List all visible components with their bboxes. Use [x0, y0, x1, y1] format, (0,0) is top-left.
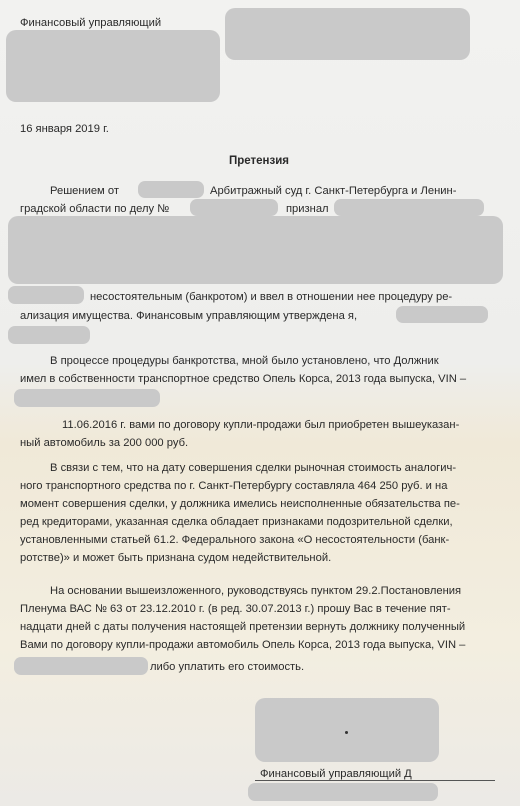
- redacted-decision-date: [138, 181, 204, 198]
- redacted-manager-name: [396, 306, 488, 323]
- p4-line3: момент совершения сделки, у должника имелись неисполненные обязательства пе-: [20, 498, 460, 510]
- redacted-manager-fragment: [8, 326, 90, 344]
- p1-line2a: градской области по делу №: [20, 203, 170, 215]
- header-role: Финансовый управляющий: [20, 17, 162, 29]
- redacted-vin-2: [14, 657, 148, 675]
- p5-line3: надцати дней с даты получения настоящей претензии вернуть должнику полученный: [20, 621, 466, 633]
- redacted-signatory-name: [248, 783, 438, 801]
- p1-line1b: Арбитражный суд г. Санкт-Петербурга и Ленин-: [210, 185, 457, 197]
- p5-line1: На основании вышеизложенного, руководствуясь пунктом 29.2.Постановления: [50, 585, 462, 597]
- p4-line2: ного транспортного средства по г. Санкт-Петербургу составляла 464 250 руб. и на: [20, 480, 448, 492]
- p4-line1: В связи с тем, что на дату совершения сделки рыночная стоимость аналогич-: [50, 462, 457, 474]
- redacted-debtor-name: [334, 199, 484, 216]
- p4-line4: ред кредиторами, указанная сделка обладает признаками подозрительной сделки,: [20, 516, 453, 528]
- p5-line4: Вами по договору купли-продажи автомобиль Опель Корса, 2013 года выпуска, VIN –: [20, 639, 466, 651]
- p4-line5: установленными статьей 61.2. Федерального закона «О несостоятельности (банк-: [20, 534, 450, 546]
- p5-line2: Пленума ВАС № 63 от 23.12.2010 г. (в ред. 30.07.2013 г.) прошу Вас в течение пят-: [20, 603, 451, 615]
- redacted-signature: [255, 698, 439, 762]
- p1-line5: несостоятельным (банкротом) и ввел в отношении нее процедуру ре-: [90, 291, 453, 303]
- p4-line6: ротстве)» и может быть признана судом недействительной.: [20, 552, 332, 564]
- signature-label: Финансовый управляющий Д: [260, 768, 412, 780]
- p2-line1: В процессе процедуры банкротства, мной было установлено, что Должник: [50, 355, 439, 367]
- p2-line2: имел в собственности транспортное средство Опель Корса, 2013 года выпуска, VIN –: [20, 373, 467, 385]
- redacted-addressee: [225, 8, 470, 60]
- document-title: Претензия: [229, 155, 290, 167]
- redacted-case-number: [190, 199, 278, 216]
- redacted-vin-1: [14, 389, 160, 407]
- redacted-sender: [6, 30, 220, 102]
- redacted-debtor-fragment: [8, 286, 84, 304]
- p3-line2: ный автомобиль за 200 000 руб.: [20, 437, 189, 449]
- signature-mark: [345, 731, 348, 734]
- p1-line1a: Решением от: [50, 185, 119, 197]
- redacted-debtor-details: [8, 216, 503, 284]
- p1-line6a: ализация имущества. Финансовым управляющим утверждена я,: [20, 310, 358, 322]
- p1-line2b: признал: [286, 203, 329, 215]
- p5-line5: либо уплатить его стоимость.: [150, 661, 305, 673]
- p3-line1: 11.06.2016 г. вами по договору купли-продажи был приобретен вышеуказан-: [62, 419, 460, 431]
- document-date: 16 января 2019 г.: [20, 123, 109, 135]
